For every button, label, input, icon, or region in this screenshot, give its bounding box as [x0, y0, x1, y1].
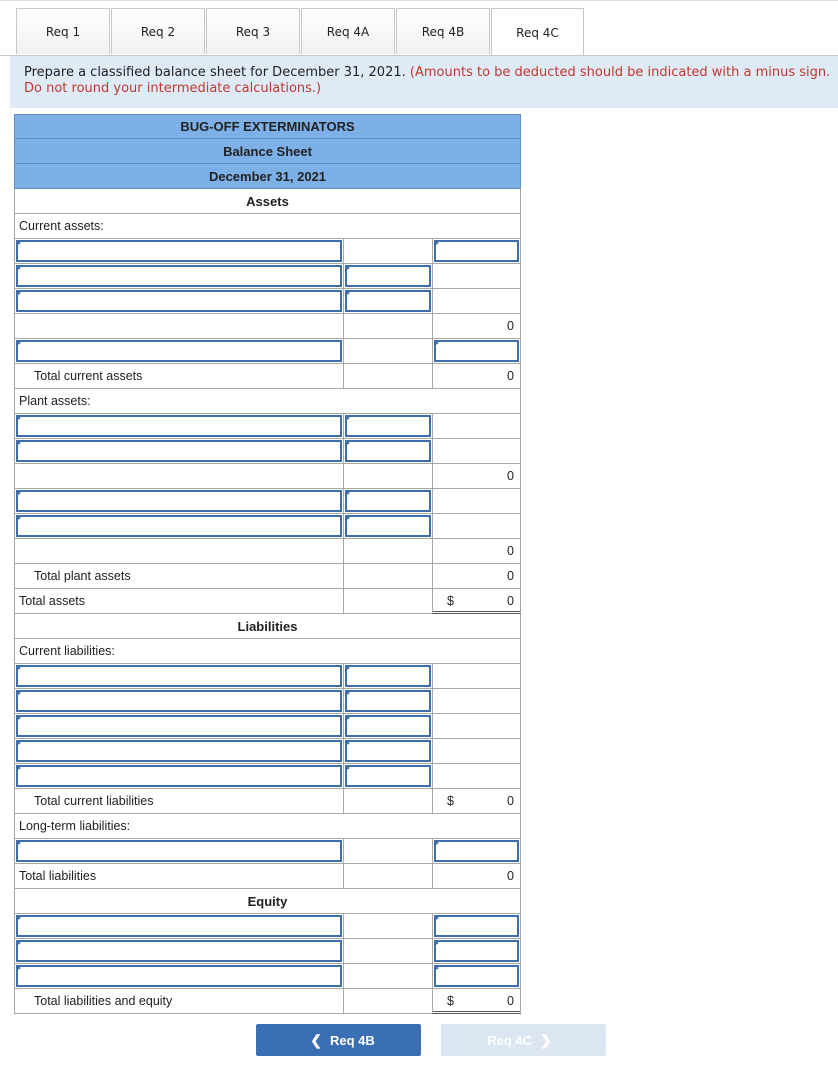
- amount-input[interactable]: [345, 490, 431, 512]
- top-border: [0, 0, 838, 1]
- amount-cell: [343, 964, 432, 989]
- account-input[interactable]: [16, 715, 342, 737]
- amount-cell: [343, 314, 432, 339]
- total-input[interactable]: [434, 940, 519, 962]
- amount-input[interactable]: [345, 290, 431, 312]
- total-value: 0: [507, 369, 514, 383]
- account-cell: [14, 789, 343, 814]
- account-cell[interactable]: [14, 739, 343, 764]
- current-asset-row: [14, 289, 521, 314]
- tab-req-4b[interactable]: Req 4B: [396, 8, 490, 54]
- long-term-liabilities-label: [14, 814, 521, 839]
- account-input[interactable]: [16, 840, 342, 862]
- account-cell: [14, 364, 343, 389]
- next-button-label: Req 4C: [487, 1032, 533, 1048]
- total-value: 0: [507, 469, 514, 483]
- account-input[interactable]: [16, 740, 342, 762]
- plant-assets-label: [14, 389, 521, 414]
- account-input[interactable]: [16, 340, 342, 362]
- equity-row: [14, 939, 521, 964]
- amount-cell: [343, 939, 432, 964]
- amount-cell[interactable]: [343, 289, 432, 314]
- tab-req-3[interactable]: Req 3: [206, 8, 300, 54]
- amount-cell[interactable]: [343, 764, 432, 789]
- amount-input[interactable]: [345, 515, 431, 537]
- row-label: Total liabilities and equity: [34, 994, 173, 1008]
- total-value: 0: [507, 794, 514, 808]
- account-input[interactable]: [16, 290, 342, 312]
- amount-cell: [343, 464, 432, 489]
- row-label: Total assets: [19, 594, 86, 608]
- account-cell[interactable]: [14, 264, 343, 289]
- account-input[interactable]: [16, 440, 342, 462]
- total-liabilities-row: [14, 864, 521, 889]
- total-cell[interactable]: [432, 914, 521, 939]
- plant-asset-row: [14, 439, 521, 464]
- total-cell[interactable]: [432, 964, 521, 989]
- total-cell: [432, 589, 521, 614]
- amount-input[interactable]: [345, 440, 431, 462]
- total-value: 0: [507, 994, 514, 1008]
- account-cell: [14, 589, 343, 614]
- tab-req-2[interactable]: Req 2: [111, 8, 205, 54]
- row-label: Total current assets: [34, 369, 143, 383]
- chevron-left-icon: ❮: [310, 1031, 322, 1048]
- amount-cell: [343, 564, 432, 589]
- instructions-note-2: Do not round your intermediate calculations.): [24, 81, 322, 96]
- total-liabilities-equity-row: [14, 989, 521, 1014]
- total-cell[interactable]: [432, 839, 521, 864]
- long-term-liability-row: [14, 839, 521, 864]
- total-cell: [432, 564, 521, 589]
- total-cell: [432, 664, 521, 689]
- account-cell[interactable]: [14, 414, 343, 439]
- total-value: 0: [507, 319, 514, 333]
- total-cell: [432, 364, 521, 389]
- total-cell: [432, 514, 521, 539]
- amount-input[interactable]: [345, 765, 431, 787]
- total-input[interactable]: [434, 915, 519, 937]
- amount-cell[interactable]: [343, 439, 432, 464]
- total-cell: [432, 264, 521, 289]
- total-cell: [432, 314, 521, 339]
- amount-cell: [343, 914, 432, 939]
- amount-cell[interactable]: [343, 714, 432, 739]
- account-input[interactable]: [16, 665, 342, 687]
- row-label: Total plant assets: [34, 569, 131, 583]
- account-input[interactable]: [16, 415, 342, 437]
- account-cell[interactable]: [14, 514, 343, 539]
- next-button[interactable]: [441, 1024, 606, 1056]
- plant-subtotal-row: [14, 539, 521, 564]
- currency-symbol: $: [447, 594, 454, 608]
- liabilities-heading: Liabilities: [14, 614, 521, 639]
- total-cell: [432, 539, 521, 564]
- instructions-text: Prepare a classified balance sheet for December 31, 2021.: [24, 65, 406, 80]
- amount-cell[interactable]: [343, 264, 432, 289]
- total-value: 0: [507, 544, 514, 558]
- current-liability-row: [14, 739, 521, 764]
- account-cell[interactable]: [14, 339, 343, 364]
- tab-req-4c[interactable]: Req 4C: [491, 8, 584, 56]
- total-current-liabilities-row: [14, 789, 521, 814]
- account-cell[interactable]: [14, 664, 343, 689]
- current-liability-row: [14, 764, 521, 789]
- amount-cell[interactable]: [343, 739, 432, 764]
- instructions-note-1: (Amounts to be deducted should be indicated with a minus sign.: [409, 65, 831, 80]
- amount-cell: [343, 864, 432, 889]
- row-label: Total current liabilities: [34, 794, 154, 808]
- account-input[interactable]: [16, 265, 342, 287]
- total-input[interactable]: [434, 240, 519, 262]
- plant-assets-label-text: Plant assets:: [14, 389, 521, 414]
- amount-cell: [343, 989, 432, 1014]
- current-liability-row: [14, 714, 521, 739]
- total-cell: [432, 464, 521, 489]
- assets-heading: Assets: [14, 189, 521, 214]
- account-input[interactable]: [16, 940, 342, 962]
- total-cell: [432, 439, 521, 464]
- total-cell[interactable]: [432, 939, 521, 964]
- amount-cell: [343, 239, 432, 264]
- amount-cell[interactable]: [343, 664, 432, 689]
- sheet-date: December 31, 2021: [14, 164, 521, 189]
- total-cell: [432, 289, 521, 314]
- current-asset-row: [14, 264, 521, 289]
- current-asset-row: [14, 239, 521, 264]
- account-cell[interactable]: [14, 764, 343, 789]
- account-input[interactable]: [16, 490, 342, 512]
- current-assets-label: [14, 214, 521, 239]
- current-assets-subtotal-row: [14, 314, 521, 339]
- amount-cell: [343, 589, 432, 614]
- chevron-right-icon: ❯: [540, 1031, 552, 1048]
- account-input[interactable]: [16, 965, 342, 987]
- total-current-assets-row: [14, 364, 521, 389]
- account-cell[interactable]: [14, 689, 343, 714]
- account-cell: [14, 564, 343, 589]
- current-liabilities-label-text: Current liabilities:: [14, 639, 521, 664]
- sheet-title: Balance Sheet: [14, 139, 521, 164]
- account-cell[interactable]: [14, 489, 343, 514]
- account-input[interactable]: [16, 240, 342, 262]
- current-liability-row: [14, 689, 521, 714]
- current-assets-label-text: Current assets:: [14, 214, 521, 239]
- long-term-liabilities-label-text: Long-term liabilities:: [14, 814, 521, 839]
- amount-input[interactable]: [345, 265, 431, 287]
- account-input[interactable]: [16, 515, 342, 537]
- amount-cell[interactable]: [343, 689, 432, 714]
- instructions-box: [10, 56, 838, 108]
- total-cell: [432, 789, 521, 814]
- account-cell[interactable]: [14, 914, 343, 939]
- total-cell: [432, 689, 521, 714]
- prev-button[interactable]: [256, 1024, 421, 1056]
- plant-asset-row: [14, 514, 521, 539]
- total-cell[interactable]: [432, 239, 521, 264]
- amount-input[interactable]: [345, 690, 431, 712]
- total-plant-assets-row: [14, 564, 521, 589]
- prev-button-label: Req 4B: [329, 1032, 375, 1048]
- current-liabilities-label: [14, 639, 521, 664]
- currency-symbol: $: [447, 794, 454, 808]
- current-liability-row: [14, 664, 521, 689]
- total-value: 0: [507, 594, 514, 608]
- account-cell[interactable]: [14, 939, 343, 964]
- account-input[interactable]: [16, 765, 342, 787]
- total-cell: [432, 489, 521, 514]
- total-cell: [432, 989, 521, 1014]
- total-value: 0: [507, 869, 514, 883]
- equity-heading: Equity: [14, 889, 521, 914]
- amount-cell: [343, 339, 432, 364]
- tab-req-4a[interactable]: Req 4A: [301, 8, 395, 54]
- amount-cell[interactable]: [343, 489, 432, 514]
- company-name: BUG-OFF EXTERMINATORS: [14, 114, 521, 139]
- equity-row: [14, 914, 521, 939]
- plant-subtotal-row: [14, 464, 521, 489]
- total-cell: [432, 764, 521, 789]
- total-cell: [432, 414, 521, 439]
- account-cell: [14, 464, 343, 489]
- account-cell[interactable]: [14, 964, 343, 989]
- account-cell[interactable]: [14, 839, 343, 864]
- account-cell: [14, 989, 343, 1014]
- account-input[interactable]: [16, 915, 342, 937]
- current-asset-row: [14, 339, 521, 364]
- total-input[interactable]: [434, 340, 519, 362]
- amount-input[interactable]: [345, 740, 431, 762]
- total-cell[interactable]: [432, 339, 521, 364]
- account-cell: [14, 864, 343, 889]
- plant-asset-row: [14, 414, 521, 439]
- amount-cell[interactable]: [343, 514, 432, 539]
- amount-cell: [343, 839, 432, 864]
- total-input[interactable]: [434, 965, 519, 987]
- equity-row: [14, 964, 521, 989]
- currency-symbol: $: [447, 994, 454, 1008]
- amount-input[interactable]: [345, 665, 431, 687]
- amount-input[interactable]: [345, 415, 431, 437]
- total-assets-row: [14, 589, 521, 614]
- account-cell: [14, 314, 343, 339]
- account-cell[interactable]: [14, 714, 343, 739]
- account-cell: [14, 539, 343, 564]
- amount-cell[interactable]: [343, 414, 432, 439]
- total-input[interactable]: [434, 840, 519, 862]
- amount-cell: [343, 364, 432, 389]
- account-cell[interactable]: [14, 439, 343, 464]
- account-cell[interactable]: [14, 289, 343, 314]
- amount-input[interactable]: [345, 715, 431, 737]
- total-value: 0: [507, 569, 514, 583]
- amount-cell: [343, 539, 432, 564]
- row-label: Total liabilities: [19, 869, 97, 883]
- plant-asset-row: [14, 489, 521, 514]
- total-cell: [432, 714, 521, 739]
- total-cell: [432, 864, 521, 889]
- amount-cell: [343, 789, 432, 814]
- tab-req-1[interactable]: Req 1: [16, 8, 110, 54]
- account-input[interactable]: [16, 690, 342, 712]
- account-cell[interactable]: [14, 239, 343, 264]
- total-cell: [432, 739, 521, 764]
